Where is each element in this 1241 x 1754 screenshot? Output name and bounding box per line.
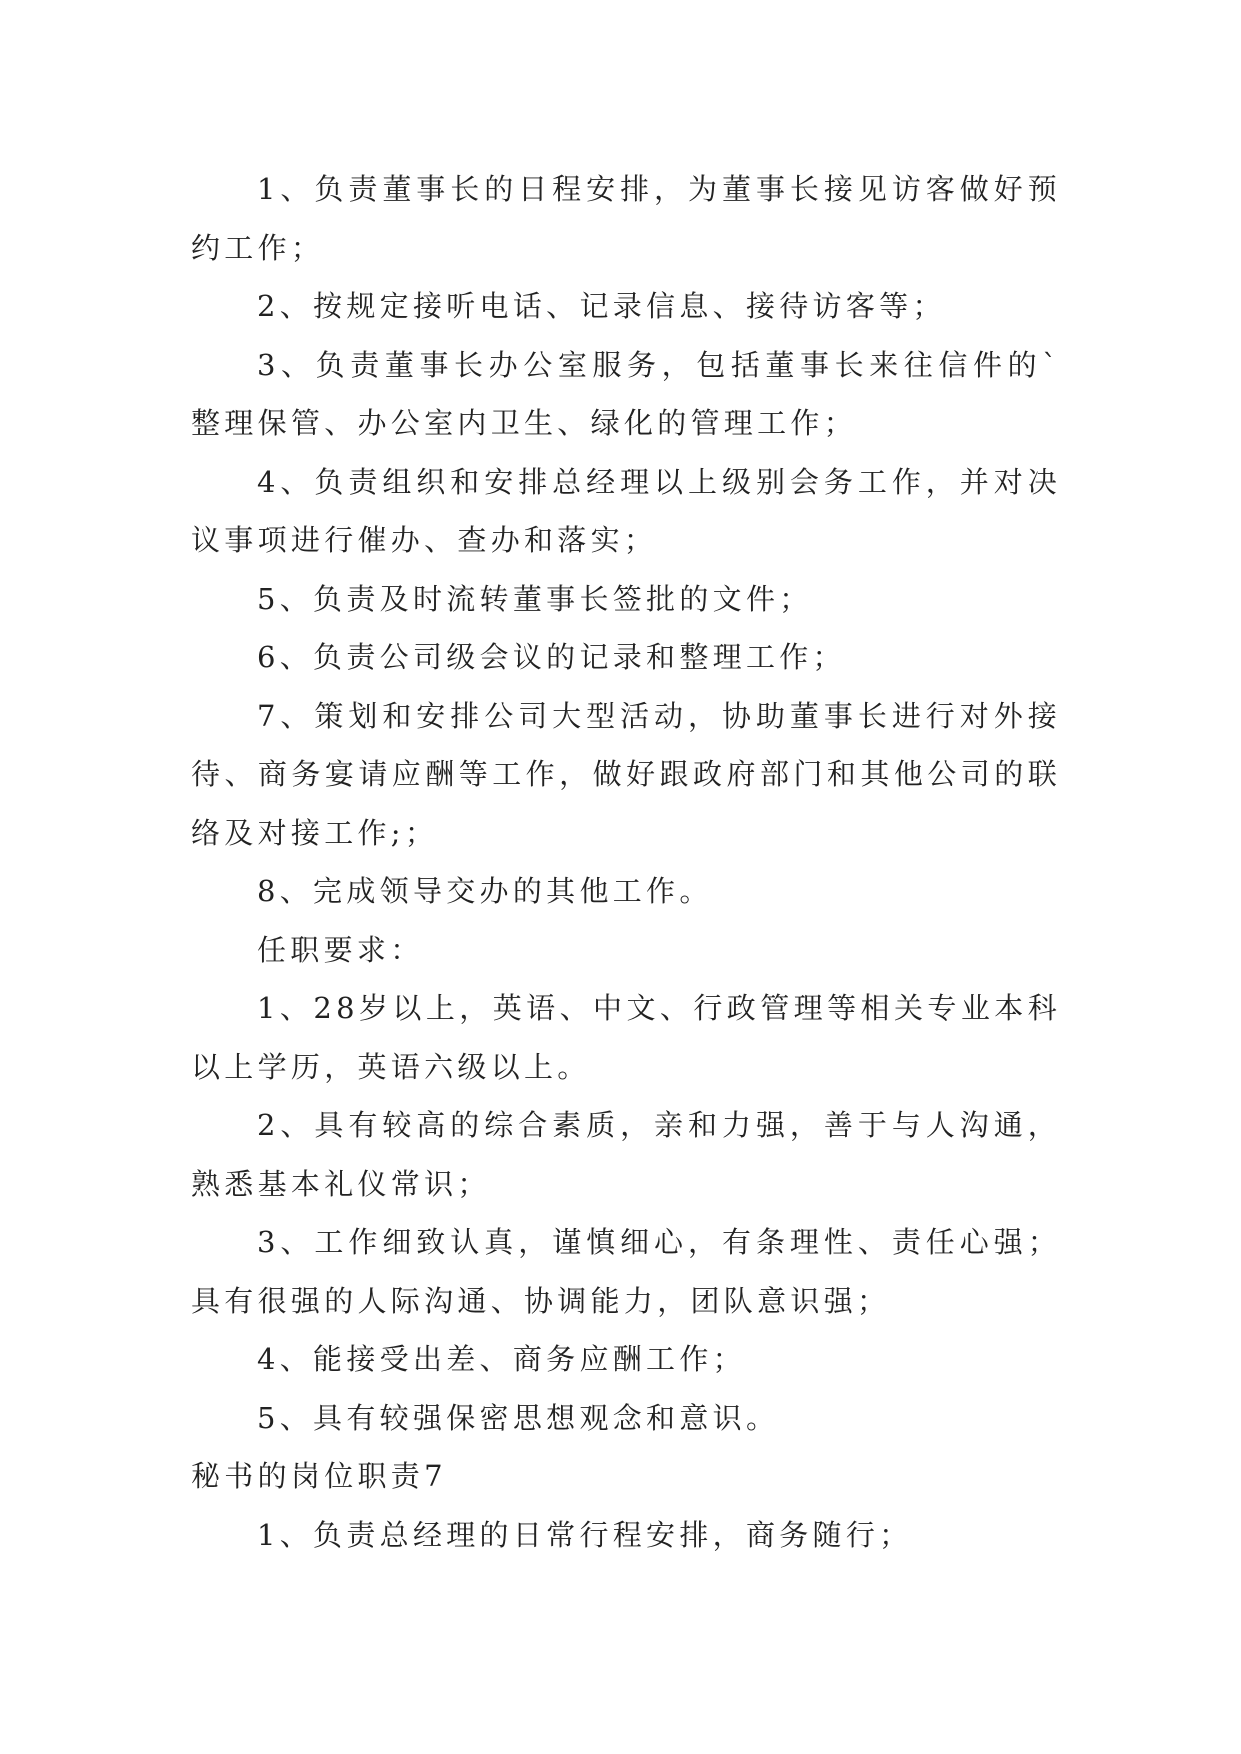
paragraph: 1、负责董事长的日程安排，为董事长接见访客做好预约工作； <box>191 172 1061 265</box>
paragraph: 3、工作细致认真，谨慎细心，有条理性、责任心强；具有很强的人际沟通、协调能力，团队意识强； <box>191 1225 1061 1318</box>
paragraph: 4、负责组织和安排总经理以上级别会务工作，并对决议事项进行催办、查办和落实； <box>191 464 1061 557</box>
paragraph: 3、负责董事长办公室服务，包括董事长来往信件的`整理保管、办公室内卫生、绿化的管理工作； <box>191 347 1061 440</box>
paragraph: 6、负责公司级会议的记录和整理工作； <box>257 640 846 674</box>
paragraph: 2、具有较高的综合素质，亲和力强，善于与人沟通，熟悉基本礼仪常识； <box>191 1108 1061 1201</box>
paragraph: 8、完成领导交办的其他工作。 <box>257 874 713 908</box>
paragraph: 1、负责总经理的日常行程安排，商务随行； <box>257 1517 913 1552</box>
paragraph: 2、按规定接听电话、记录信息、接待访客等； <box>257 289 946 323</box>
paragraph: 5、负责及时流转董事长签批的文件； <box>257 581 813 616</box>
paragraph: 1、28岁以上，英语、中文、行政管理等相关专业本科以上学历，英语六级以上。 <box>191 991 1061 1084</box>
requirements-heading: 任职要求： <box>257 932 424 967</box>
paragraph: 7、策划和安排公司大型活动，协助董事长进行对外接待、商务宴请应酬等工作，做好跟政府部门和其他公司的联络及对接工作;； <box>191 698 1061 850</box>
paragraph: 5、具有较强保密思想观念和意识。 <box>257 1400 780 1435</box>
document-body <box>191 160 1061 1564</box>
section-heading: 秘书的岗位职责7 <box>191 1459 447 1493</box>
paragraph: 4、能接受出差、商务应酬工作； <box>257 1342 746 1376</box>
